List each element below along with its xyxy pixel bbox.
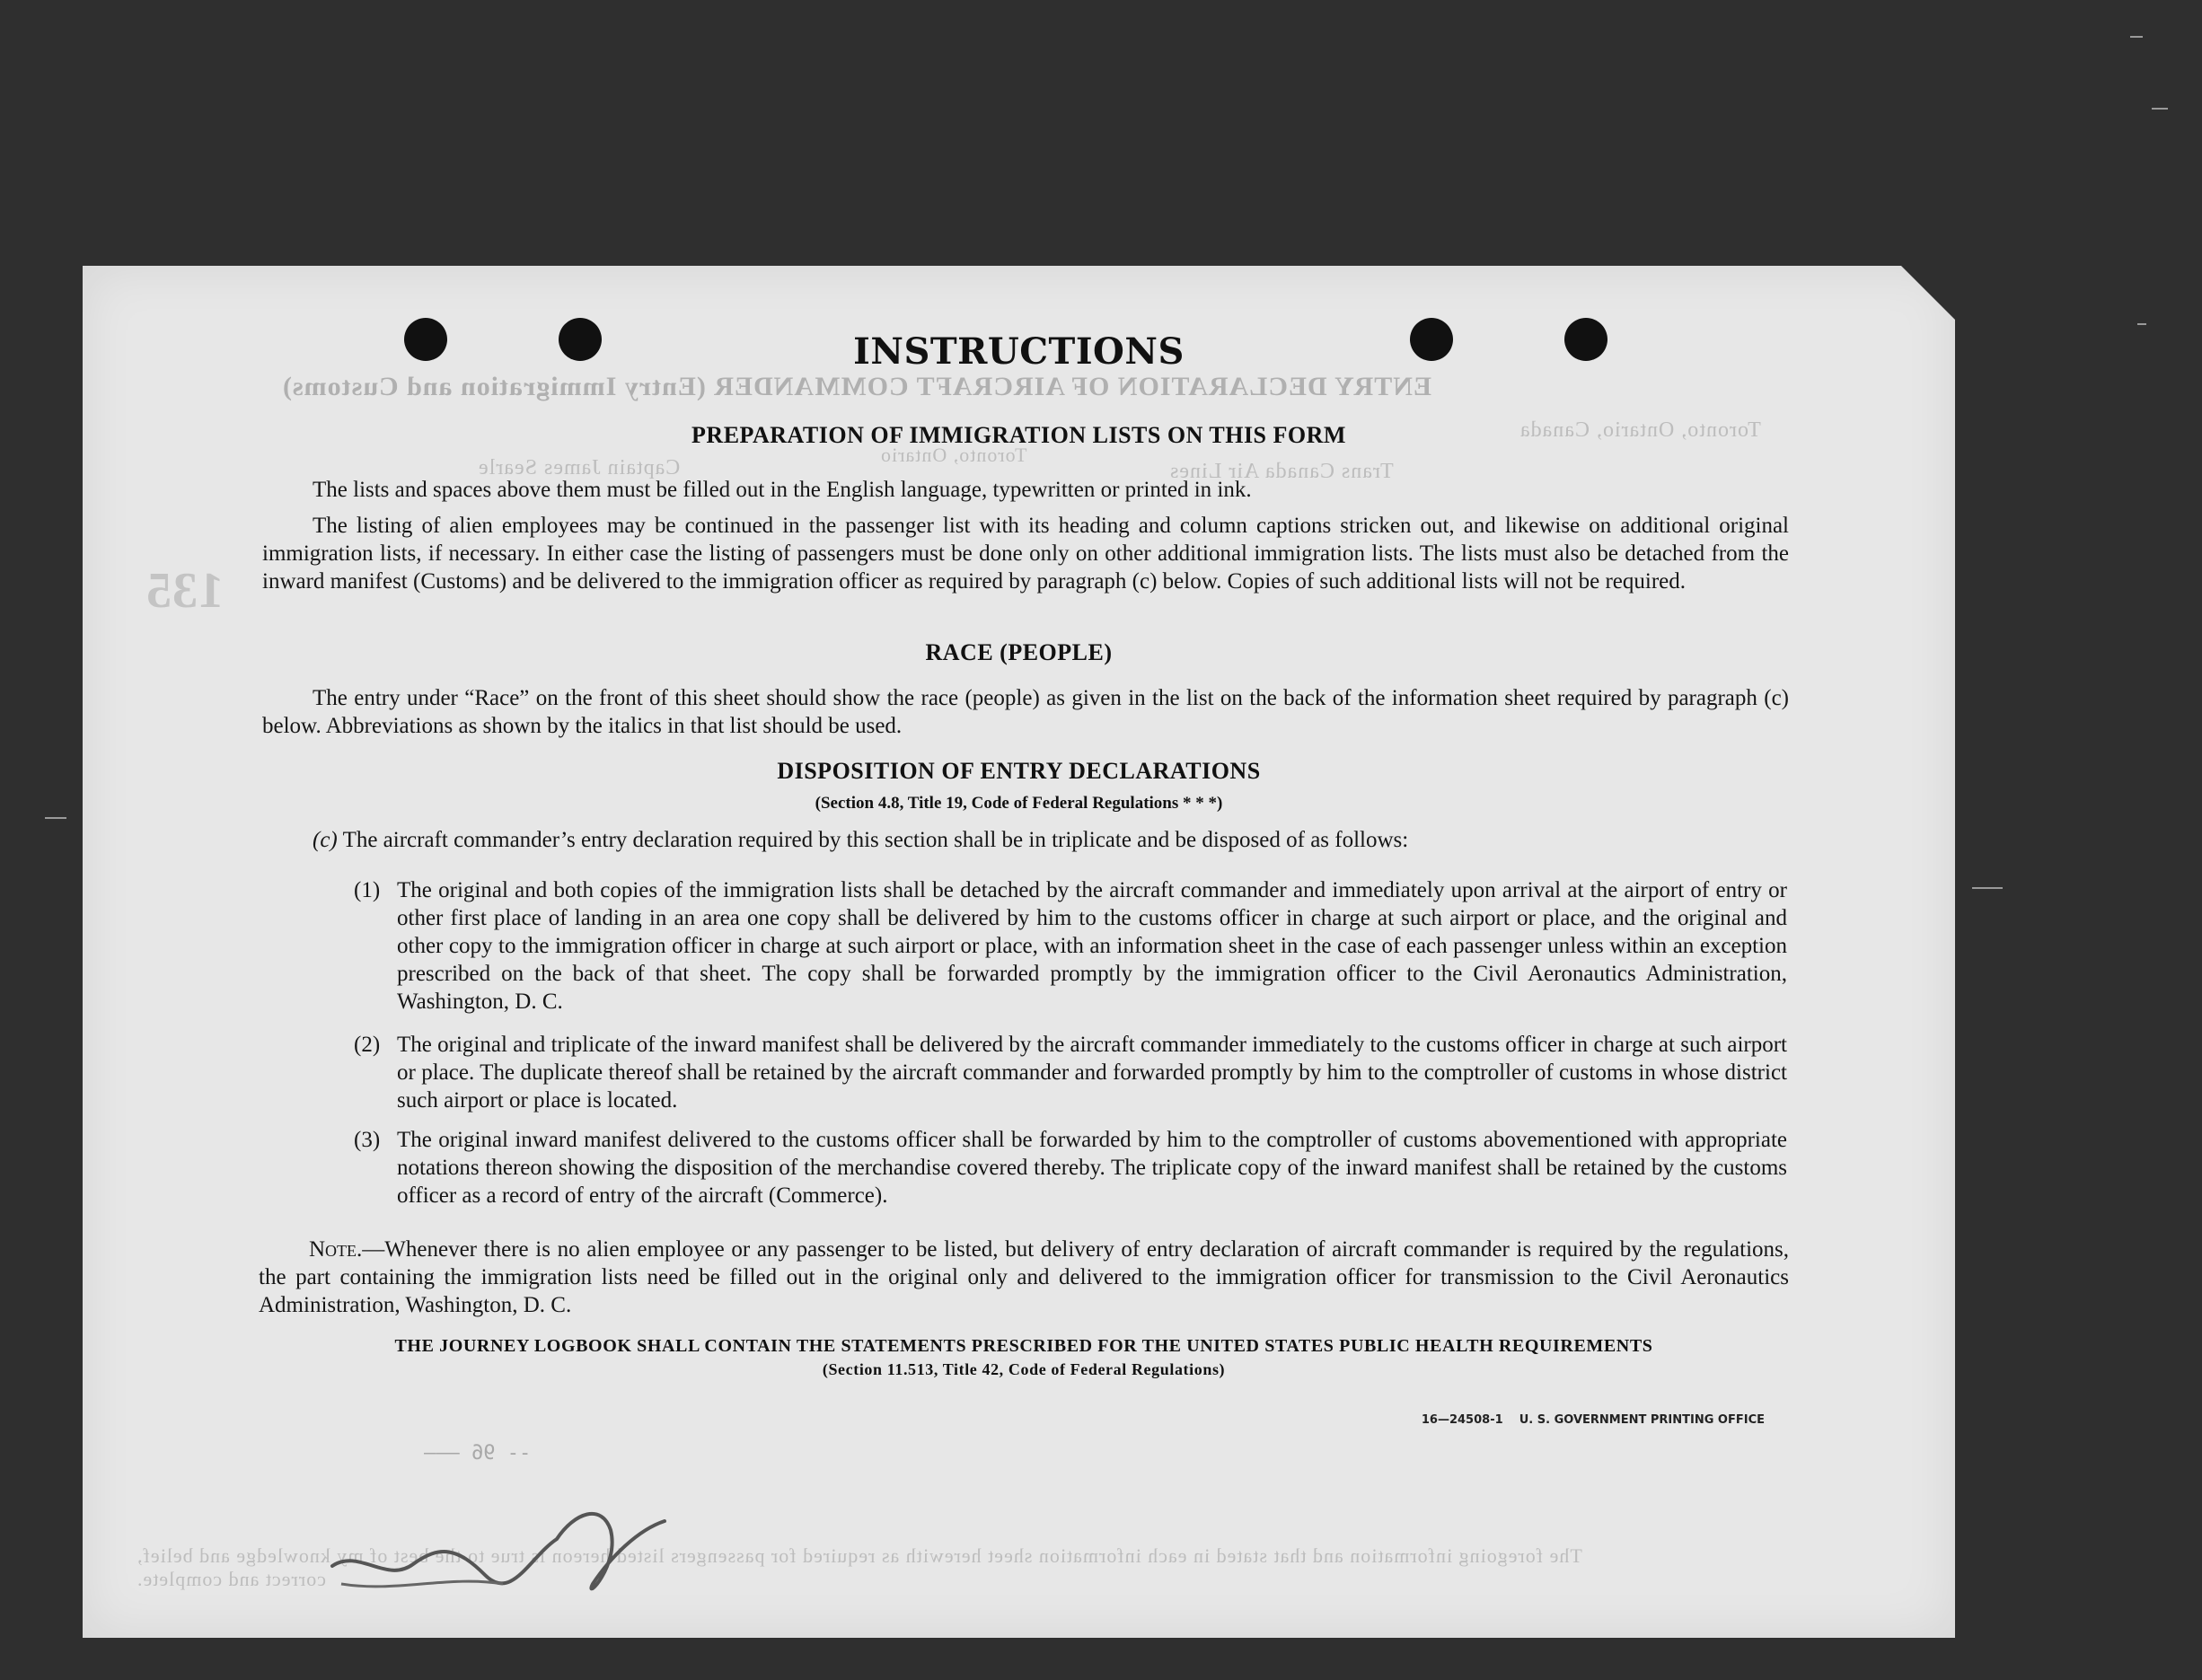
list-item-text: The original and both copies of the immigration lists shall be detached by the aircraft commander and immediately upon arrival at the airport of entry or other first place of landing in an area one copy shall be delivered by him to the customs officer in charge at such airport or place, and the original and other copy to the immigration officer in charge at such airport or place, with an information sheet in the case of each passenger unless within an exception prescribed on the back of that sheet. The copy shall be forwarded promptly by the immigration officer to the Civil Aeronautics Administration, Washington, D. C. — [397, 878, 1787, 1014]
faded-stamp: -- 96 ——— — [424, 1442, 532, 1465]
scan-speck — [45, 817, 66, 819]
paragraph-text: The entry under “Race” on the front of this sheet should show the race (people) as given in the list on the back of the information sheet required by paragraph (c) below. Abbreviations as shown by the italics in that list should be used. — [262, 686, 1789, 738]
paragraph-text: The lists and spaces above them must be filled out in the English language, typewritten or printed in ink. — [313, 478, 1252, 502]
handwritten-signature — [323, 1494, 700, 1629]
paragraph-lists-language — [262, 476, 1789, 504]
printer-name: U. S. GOVERNMENT PRINTING OFFICE — [1519, 1413, 1765, 1427]
paragraph-race — [262, 684, 1789, 740]
scan-speck — [1972, 887, 2003, 889]
paragraph-text: The listing of alien employees may be continued in the passenger list with its heading and column captions stricken out, and likewise on additional original immigration lists, if necessary. In either case the listing of passengers must be done only on other additional immigration lists. The lists must also be detached from the inward manifest (Customs) and be delivered to the immigration officer as required by paragraph (c) below. Copies of such additional lists will not be required. — [262, 514, 1789, 594]
printer-imprint — [1422, 1413, 1765, 1427]
printer-code: 16—24508-1 — [1421, 1413, 1503, 1427]
paragraph-note — [259, 1236, 1789, 1319]
paragraph-alien-employees — [262, 512, 1789, 595]
list-item-1 — [354, 876, 1787, 1016]
bleed-through-place: Toronto, Ontario, Canada — [1519, 418, 1761, 442]
bleed-through-owner: Trans Canada Air Lines — [1169, 460, 1394, 483]
section-heading-race: RACE (PEOPLE) — [925, 639, 1113, 665]
bleed-through-city: Toronto, Ontario — [880, 444, 1027, 466]
bleed-through-captain: Captain James Searle — [478, 456, 681, 479]
list-item-text: The original inward manifest delivered to the customs officer shall be forwarded by him to the comptroller of customs abovementioned with appropriate notations thereon showing the disposition of the merchandise covered thereby. The triplicate copy of the inward manifest shall be retained by the customs officer as a record of entry of the aircraft (Commerce). — [397, 1128, 1787, 1208]
paragraph-disposition-intro — [262, 826, 1789, 854]
list-item-2 — [354, 1031, 1787, 1114]
list-item-number: (3) — [354, 1128, 381, 1152]
bleed-through-number: 135 — [145, 563, 224, 619]
section-heading-disposition: DISPOSITION OF ENTRY DECLARATIONS — [777, 758, 1261, 784]
health-notice-text: THE JOURNEY LOGBOOK SHALL CONTAIN THE STATEMENTS PRESCRIBED FOR THE UNITED STATES PUBLIC HEALTH REQUIREMENTS — [394, 1336, 1653, 1356]
list-item-text: The original and triplicate of the inward manifest shall be delivered by the aircraft commander immediately to the customs officer in charge at such airport or place. The duplicate thereof shall be retained by the aircraft commander and forwarded promptly by him to the comptroller of customs in whose district such airport or place is located. — [397, 1033, 1787, 1113]
list-item-number: (1) — [354, 878, 381, 902]
document-page — [83, 266, 1955, 1638]
bleed-through-title: ENTRY DECLARATION OF AIRCRAFT COMMANDER (Entry Immigration and Customs) — [282, 372, 1431, 401]
page-title: INSTRUCTIONS — [853, 330, 1185, 373]
note-label: Note. — [309, 1237, 363, 1262]
health-requirements-notice — [259, 1336, 1789, 1379]
paragraph-text: —Whenever there is no alien employee or any passenger to be listed, but delivery of entry declaration of aircraft commander is required by the regulations, the part containing the immigration lists need be filled out in the original only and delivered to the immigration officer for transmission to the Civil Aeronautics Administration, Washington, D. C. — [259, 1237, 1789, 1317]
list-item-number: (2) — [354, 1033, 381, 1057]
paragraph-label: (c) — [313, 828, 338, 852]
paragraph-text: The aircraft commander’s entry declaration required by this section shall be in triplicate and be disposed of as follows: — [342, 828, 1409, 852]
section-heading-preparation: PREPARATION OF IMMIGRATION LISTS ON THIS FORM — [691, 422, 1346, 448]
list-item-3 — [354, 1126, 1787, 1209]
page-corner — [1901, 266, 1955, 320]
health-notice-citation: (Section 11.513, Title 42, Code of Federal Regulations) — [822, 1360, 1226, 1378]
scan-speck — [2137, 323, 2146, 325]
section-citation: (Section 4.8, Title 19, Code of Federal Regulations * * *) — [815, 794, 1223, 813]
scan-speck — [2152, 108, 2168, 110]
bleed-through-certification: The foregoing information and that stated in each information sheet herewith as required for passengers listed hereon is true to the best of my knowledge and belief, correct and complete. — [137, 1544, 1582, 1590]
scan-speck — [2130, 36, 2143, 38]
